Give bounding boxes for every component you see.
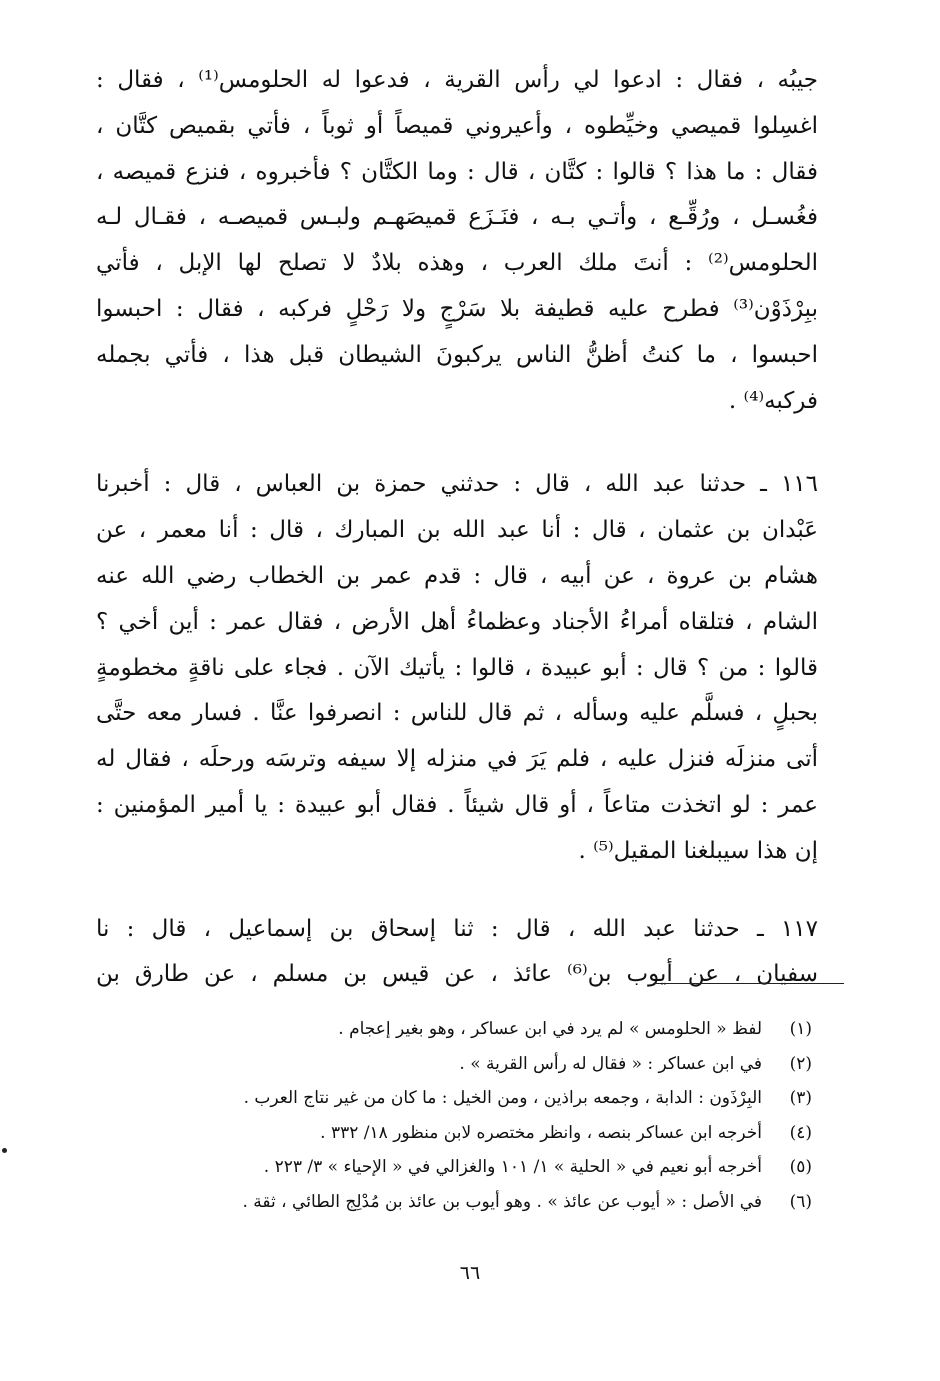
footnote-text: لفظ « الحلومس » لم يرد في ابن عساكر ، وهو بغير إعجام .: [338, 1019, 762, 1039]
footnote-text: في ابن عساكر : « فقال له رأس القرية » .: [459, 1053, 762, 1074]
text-line: عمر : لو اتخذت متاعاً ، أو قال شيئاً . فقال أبو عبيدة : يا أمير المؤمنين :: [96, 791, 818, 818]
text-line: إن هذا سيبلغنا المقيل⁽⁵⁾ .: [578, 837, 818, 864]
footnotes: [112, 1012, 812, 1219]
text-line: فقال : ما هذا ؟ قالوا : كتَّان ، قال : وما الكتَّان ؟ فأخبروه ، فنزع قميصه ،: [96, 158, 818, 185]
footnote-number: (١): [789, 1019, 812, 1039]
text-line: اغسِلوا قميصي وخيِّطوه ، وأعيروني قميصاً أو ثوباً ، فأتي بقميص كتَّان ،: [96, 112, 818, 139]
page-number: ٦٦: [459, 1262, 481, 1284]
text-line: سفيان ، عن أيوب بن⁽⁶⁾ عائذ ، عن قيس بن مسلم ، عن طارق بن: [96, 961, 818, 988]
footnote: [112, 1150, 812, 1185]
footnote-number: (٣): [789, 1088, 812, 1108]
footnote-text: أخرجه ابن عساكر بنصه ، وانظر مختصره لابن منظور ١٨/ ٣٣٢ .: [320, 1122, 762, 1143]
paragraph-1: [96, 58, 818, 424]
text-line: قالوا : من ؟ قال : أبو عبيدة ، قالوا : يأتيك الآن . فجاء على ناقةٍ مخطومةٍ: [96, 654, 818, 681]
text-line: ببِرْذَوْن⁽³⁾ فطرح عليه قطيفة بلا سَرْجٍ ولا رَحْلٍ فركبه ، فقال : احبسوا: [96, 295, 818, 322]
footnote-text: في الأصل : « أيوب عن عائذ » . وهو أيوب بن عائذ بن مُدْلِج الطائي ، ثقة .: [242, 1191, 762, 1212]
text-line: عَبْدان بن عثمان ، قال : أنا عبد الله بن المبارك ، قال : أنا معمر ، عن: [96, 517, 818, 544]
text-line: ١١٦ ـ حدثنا عبد الله ، قال : حدثني حمزة بن العباس ، قال : أخبرنا: [96, 471, 818, 498]
text-line: جيبُه ، فقال : ادعوا لي رأس القرية ، فدعوا له الحلومس⁽¹⁾ ، فقال :: [96, 67, 818, 93]
page-body: [96, 58, 818, 998]
footnote-number: (٦): [789, 1191, 812, 1212]
footnote-text: أخرجه أبو نعيم في « الحلية » ١/ ١٠١ والغزالي في « الإحياء » ٣/ ٢٢٣ .: [263, 1157, 762, 1177]
scan-speck: [2, 1148, 7, 1153]
footnote: [112, 1116, 812, 1151]
footnote: [112, 1012, 812, 1047]
text-line: هشام بن عروة ، عن أبيه ، قال : قدم عمر بن الخطاب رضي الله عنه: [96, 562, 818, 589]
text-line: فغُسـل ، ورُقِّـع ، وأتـي بـه ، فنَـزَع قميصَهـم ولبـس قميصـه ، فقـال لـه: [96, 204, 818, 231]
footnote-number: (٤): [789, 1122, 812, 1143]
text-line: ١١٧ ـ حدثنا عبد الله ، قال : ثنا إسحاق بن إسماعيل ، قال : نا: [96, 915, 818, 942]
footnote: [112, 1185, 812, 1220]
text-line: احبسوا ، ما كنتُ أظنُّ الناس يركبونَ الشيطان قبل هذا ، فأتي بجمله: [96, 341, 818, 368]
footnote: [112, 1047, 812, 1082]
text-line: أتى منزلَه فنزل عليه ، فلم يَرَ في منزله إلا سيفه وترسَه ورحلَه ، فقال له: [96, 746, 818, 773]
footnote-number: (٥): [789, 1157, 812, 1177]
text-line: فركبه⁽⁴⁾ .: [728, 387, 818, 414]
paragraph-3: [96, 907, 818, 999]
paragraph-2: [96, 462, 818, 874]
footnote: [112, 1081, 812, 1116]
footnote-number: (٢): [789, 1053, 812, 1074]
footnote-text: البِرْذَون : الدابة ، وجمعه براذين ، ومن الخيل : ما كان من غير نتاج العرب .: [243, 1088, 762, 1108]
text-line: الشام ، فتلقاه أمراءُ الأجناد وعظماءُ أهل الأرض ، فقال عمر : أين أخي ؟: [96, 608, 818, 635]
text-line: بحبلٍ ، فسلَّم عليه وسأله ، ثم قال للناس : انصرفوا عنَّا . فسار معه حتَّى: [96, 700, 818, 727]
text-line: الحلومس⁽²⁾ : أنتَ ملك العرب ، وهذه بلادٌ لا تصلح لها الإبل ، فأتي: [96, 250, 818, 277]
footnote-divider: [654, 983, 844, 984]
